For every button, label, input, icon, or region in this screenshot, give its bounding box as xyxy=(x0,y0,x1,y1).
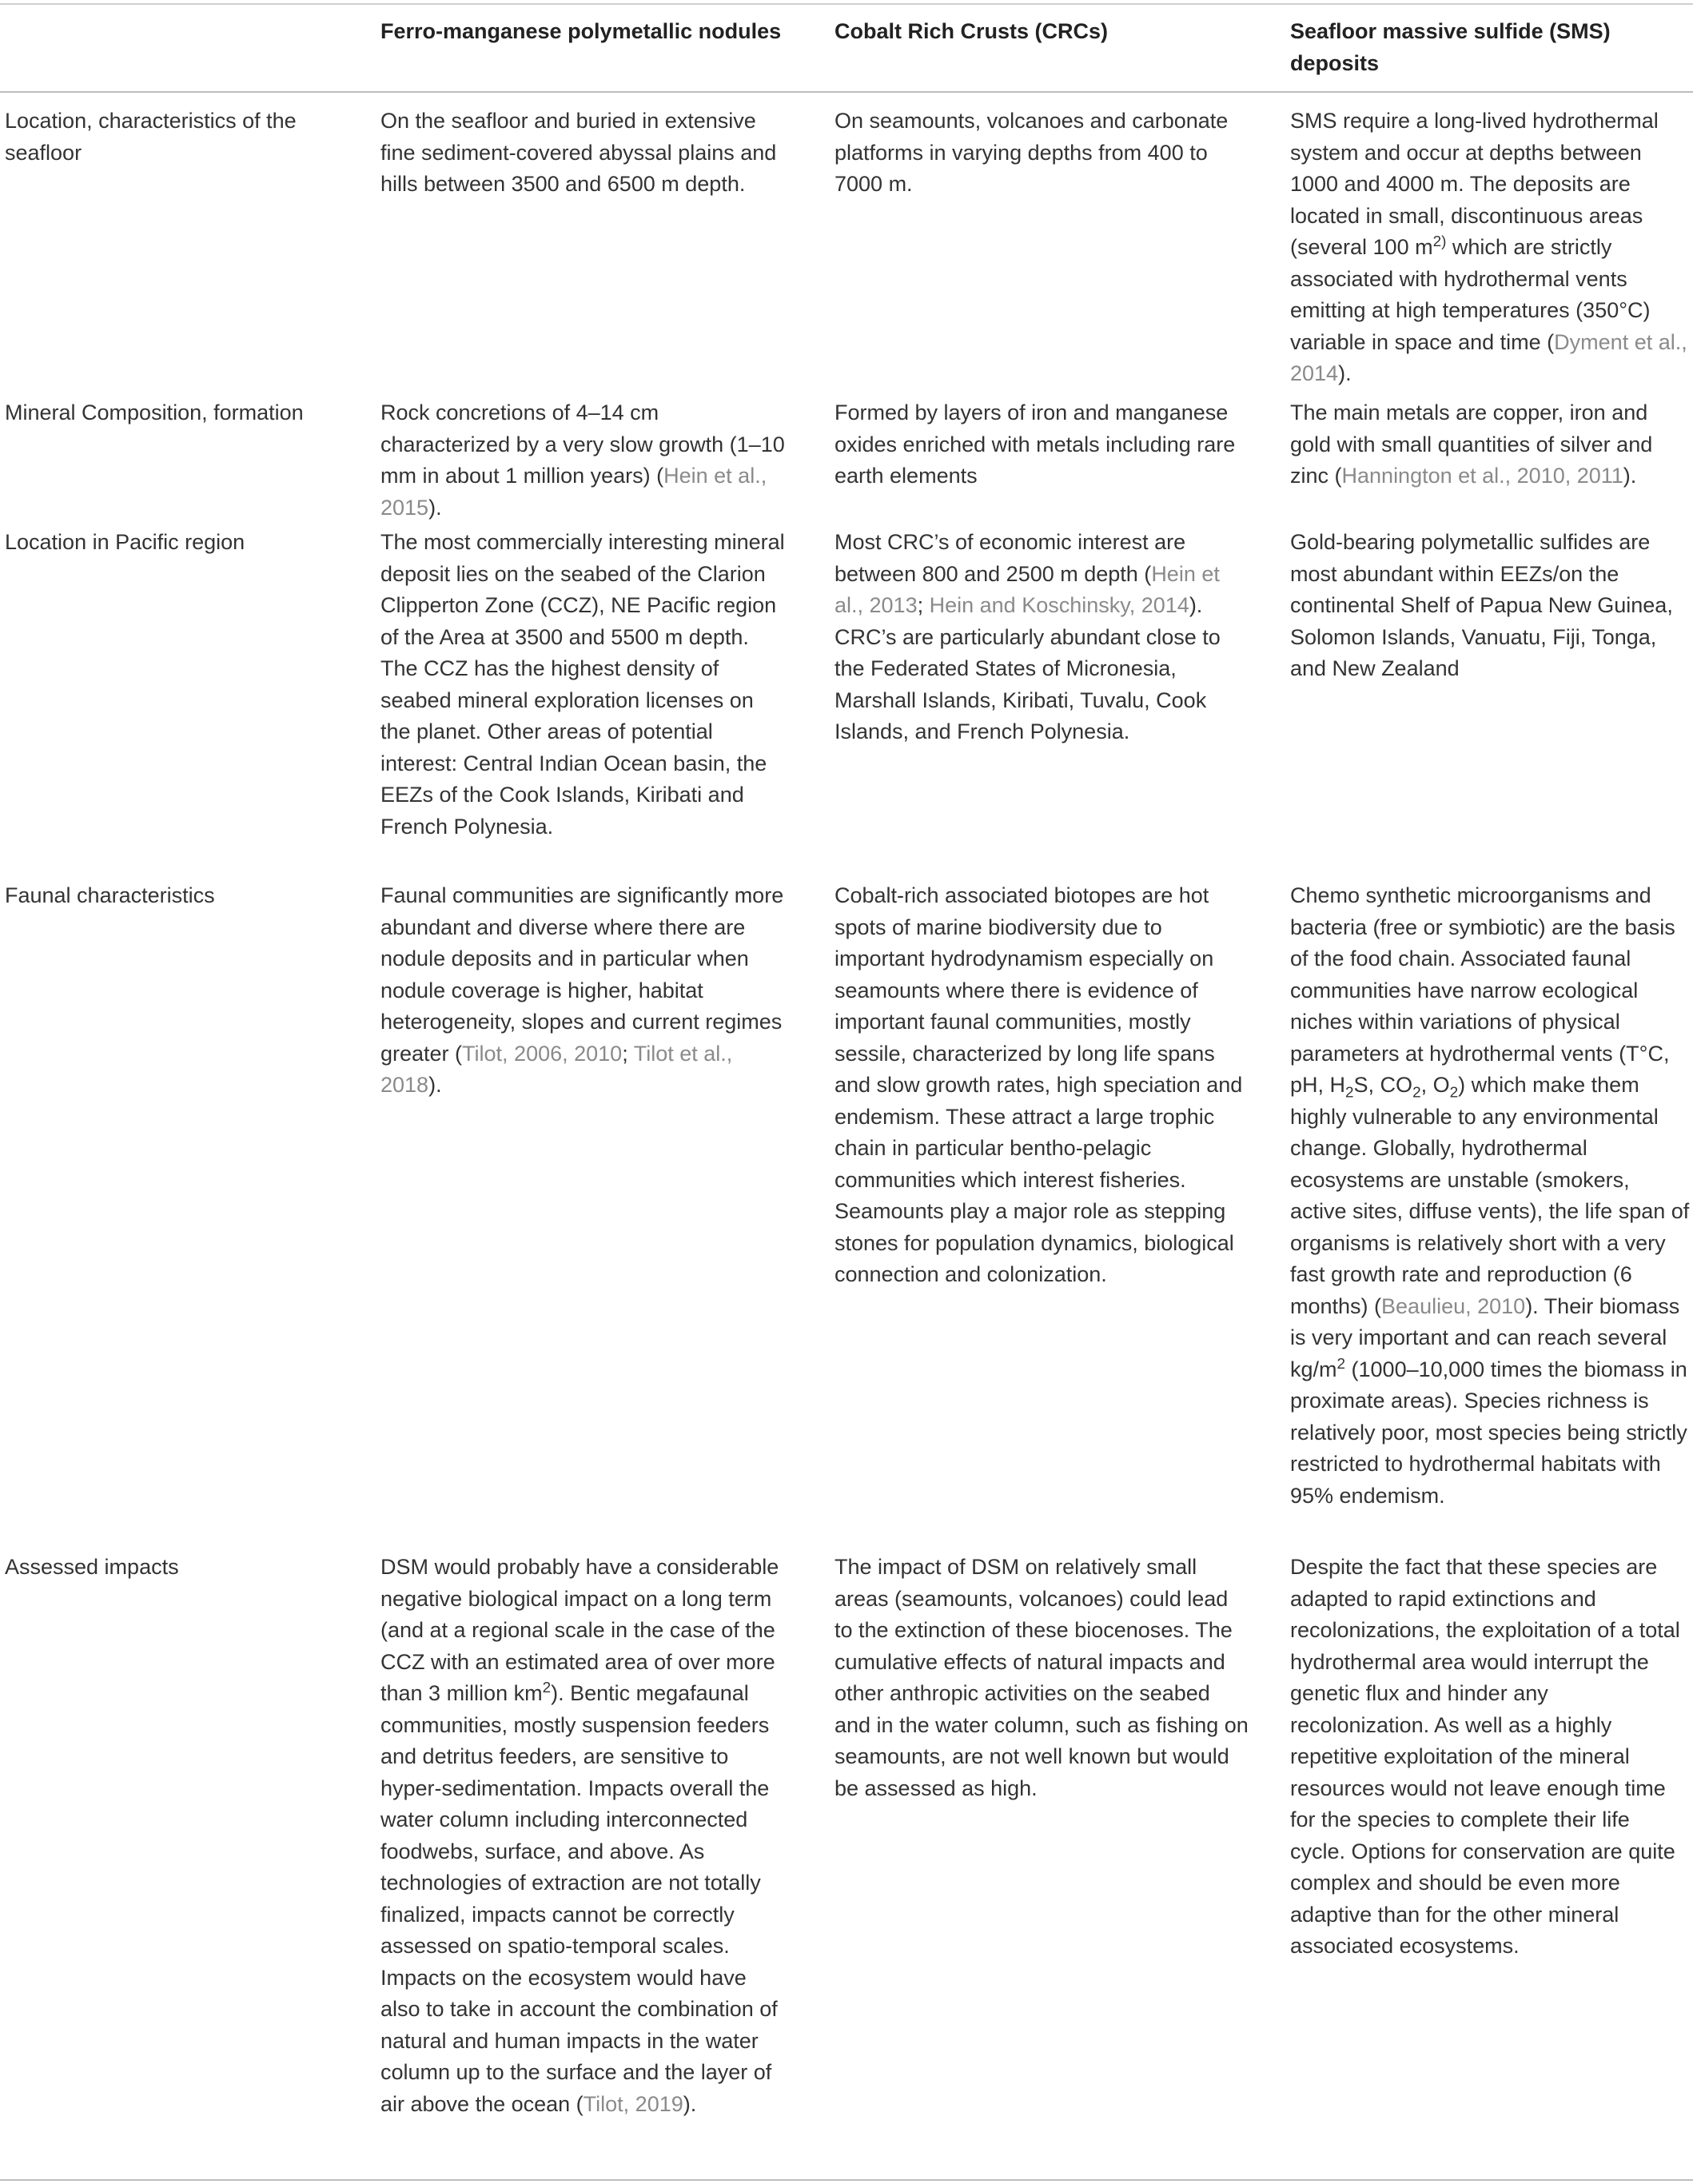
cell-location-crusts: On seamounts, volcanoes and carbonate platforms in varying depths from 400 to 7000 m. xyxy=(835,109,1229,196)
citation-link[interactable]: Hein and Koschinsky, 2014 xyxy=(929,593,1189,617)
row-label-impacts: Assessed impacts xyxy=(5,1555,179,1579)
cell-pacific-crusts: Most CRC’s of economic interest are between 800 and 2500 m depth (Hein et al., 2013; Hein and Koschinsky, 2014). CRC’s are particularly abundant close to the Federated States of Micronesia, Marshall Islands, Kiribati, Tuvalu, Cook Islands, and French Polynesia. xyxy=(835,530,1221,743)
citation-link[interactable]: Hannington et al., 2010, 2011 xyxy=(1341,464,1623,488)
cell-location-sms: SMS require a long-lived hydrothermal system and occur at depths between 1000 and 4000 m. The deposits are located in small, discontinuous areas (several 100 $m^{2)}$ which are strictly associated with hydrothermal vents emitting at high temperatures (350°C) variable in space and time (Dyment et al., 2014). xyxy=(1290,109,1687,385)
cell-impacts-crusts: The impact of DSM on relatively small areas (seamounts, volcanoes) could lead to the extinction of these biocenoses. The cumulative effects of natural impacts and other anthropic activities on the seabed and in the water column, such as fishing on seamounts, are not well known but would be assessed as high. xyxy=(835,1555,1249,1800)
citation-link[interactable]: Dyment et al., 2014 xyxy=(1290,329,1687,385)
row-label-location: Location, characteristics of the seafloor xyxy=(5,109,297,165)
cell-location-nodules: On the seafloor and buried in extensive fine sediment-covered abyssal plains and hills between 3500 and 6500 m depth. xyxy=(380,109,777,196)
cell-pacific-sms: Gold-bearing polymetallic sulfides are most abundant within EEZs/on the continental Shelf of Papua New Guinea, Solomon Islands, Vanuatu, Fiji, Tonga, and New Zealand xyxy=(1290,530,1673,680)
citation-link[interactable]: Tilot, 2006, 2010 xyxy=(462,1041,623,1066)
citation-link[interactable]: Tilot, 2019 xyxy=(583,2091,683,2116)
citation-link[interactable]: Tilot et al., 2018 xyxy=(380,1041,733,1097)
cell-faunal-nodules: Faunal communities are significantly more abundant and diverse where there are nodule deposits and in particular when nodule coverage is higher, habitat heterogeneity, slopes and current regimes greater (Tilot, 2006, 2010; Tilot et al., 2018). xyxy=(380,883,784,1097)
row-label-faunal: Faunal characteristics xyxy=(5,883,215,907)
cell-faunal-sms: Chemo synthetic microorganisms and bacteria (free or symbiotic) are the basis of the food chain. Associated faunal communities have narrow ecological niches within variations of physical parameters at hydrothermal vents (T°C, pH, $H_2S$, $CO_2$, $O_2$) which make them highly vulnerable to any environmental change. Globally, hydrothermal ecosystems are unstable (smokers, active sites, diffuse vents), the life span of organisms is relatively short with a very fast growth rate and reproduction (6 months) (Beaulieu, 2010). Their biomass is very important and can reach several $kg/m^2$ (1000–10,000 times the biomass in proximate areas). Species richness is relatively poor, most species being strictly restricted to hydrothermal habitats with 95% endemism. xyxy=(1290,883,1690,1508)
cell-faunal-crusts: Cobalt-rich associated biotopes are hot spots of marine biodiversity due to important hydrodynamism especially on seamounts where there is evidence of important faunal communities, mostly sessile, characterized by long life spans and slow growth rates, high speciation and endemism. These attract a large trophic chain in particular bentho-pelagic communities which interest fisheries. Seamounts play a major role as stepping stones for population dynamics, biological connection and colonization. xyxy=(835,883,1243,1286)
cell-impacts-nodules: DSM would probably have a considerable negative biological impact on a long term (and at a regional scale in the case of the CCZ with an estimated area of over more than 3 million $km^2$). Bentic megafaunal communities, mostly suspension feeders and detritus feeders, are sensitive to hyper-sedimentation. Impacts overall the water column including interconnected foodwebs, surface, and above. As technologies of extraction are not totally finalized, impacts cannot be correctly assessed on spatio-temporal scales. Impacts on the ecosystem would have also to take in account the combination of natural and human impacts in the water column up to the surface and the layer of air above the ocean (Tilot, 2019). xyxy=(380,1555,779,2116)
cell-composition-nodules: Rock concretions of 4–14 cm characterized by a very slow growth (1–10 mm in about 1 million years) (Hein et al., 2015). xyxy=(380,401,785,520)
citation-link[interactable]: Beaulieu, 2010 xyxy=(1381,1293,1526,1318)
header-sms: Seafloor massive sulfide (SMS) deposits xyxy=(1290,19,1611,75)
citation-link[interactable]: Hein et al., 2015 xyxy=(380,464,767,520)
table-bottom-rule xyxy=(0,2179,1693,2181)
cell-pacific-nodules: The most commercially interesting mineral deposit lies on the seabed of the Clarion Clipperton Zone (CCZ), NE Pacific region of the Area at 3500 and 5500 m depth. The CCZ has the highest density of seabed mineral exploration licenses on the planet. Other areas of potential interest: Central Indian Ocean basin, the EEZs of the Cook Islands, Kiribati and French Polynesia. xyxy=(380,530,785,839)
header-crusts: Cobalt Rich Crusts (CRCs) xyxy=(835,19,1109,43)
citation-link[interactable]: Hein et al., 2013 xyxy=(835,561,1220,617)
header-nodules: Ferro-manganese polymetallic nodules xyxy=(380,19,782,43)
row-label-pacific: Location in Pacific region xyxy=(5,530,245,554)
cell-composition-crusts: Formed by layers of iron and manganese oxides enriched with metals including rare earth elements xyxy=(835,401,1236,488)
header-rule xyxy=(0,91,1693,93)
cell-impacts-sms: Despite the fact that these species are adapted to rapid extinctions and recolonizations, the exploitation of a total hydrothermal area would interrupt the genetic flux and hinder any recolonization. As well as a highly repetitive exploitation of the mineral resources would not leave enough time for the species to complete their life cycle. Options for conservation are quite complex and should be even more adaptive than for the other mineral associated ecosystems. xyxy=(1290,1555,1680,1958)
table-top-rule xyxy=(0,3,1693,5)
cell-composition-sms: The main metals are copper, iron and gold with small quantities of silver and zinc (Hannington et al., 2010, 2011). xyxy=(1290,401,1653,488)
row-label-composition: Mineral Composition, formation xyxy=(5,401,304,424)
